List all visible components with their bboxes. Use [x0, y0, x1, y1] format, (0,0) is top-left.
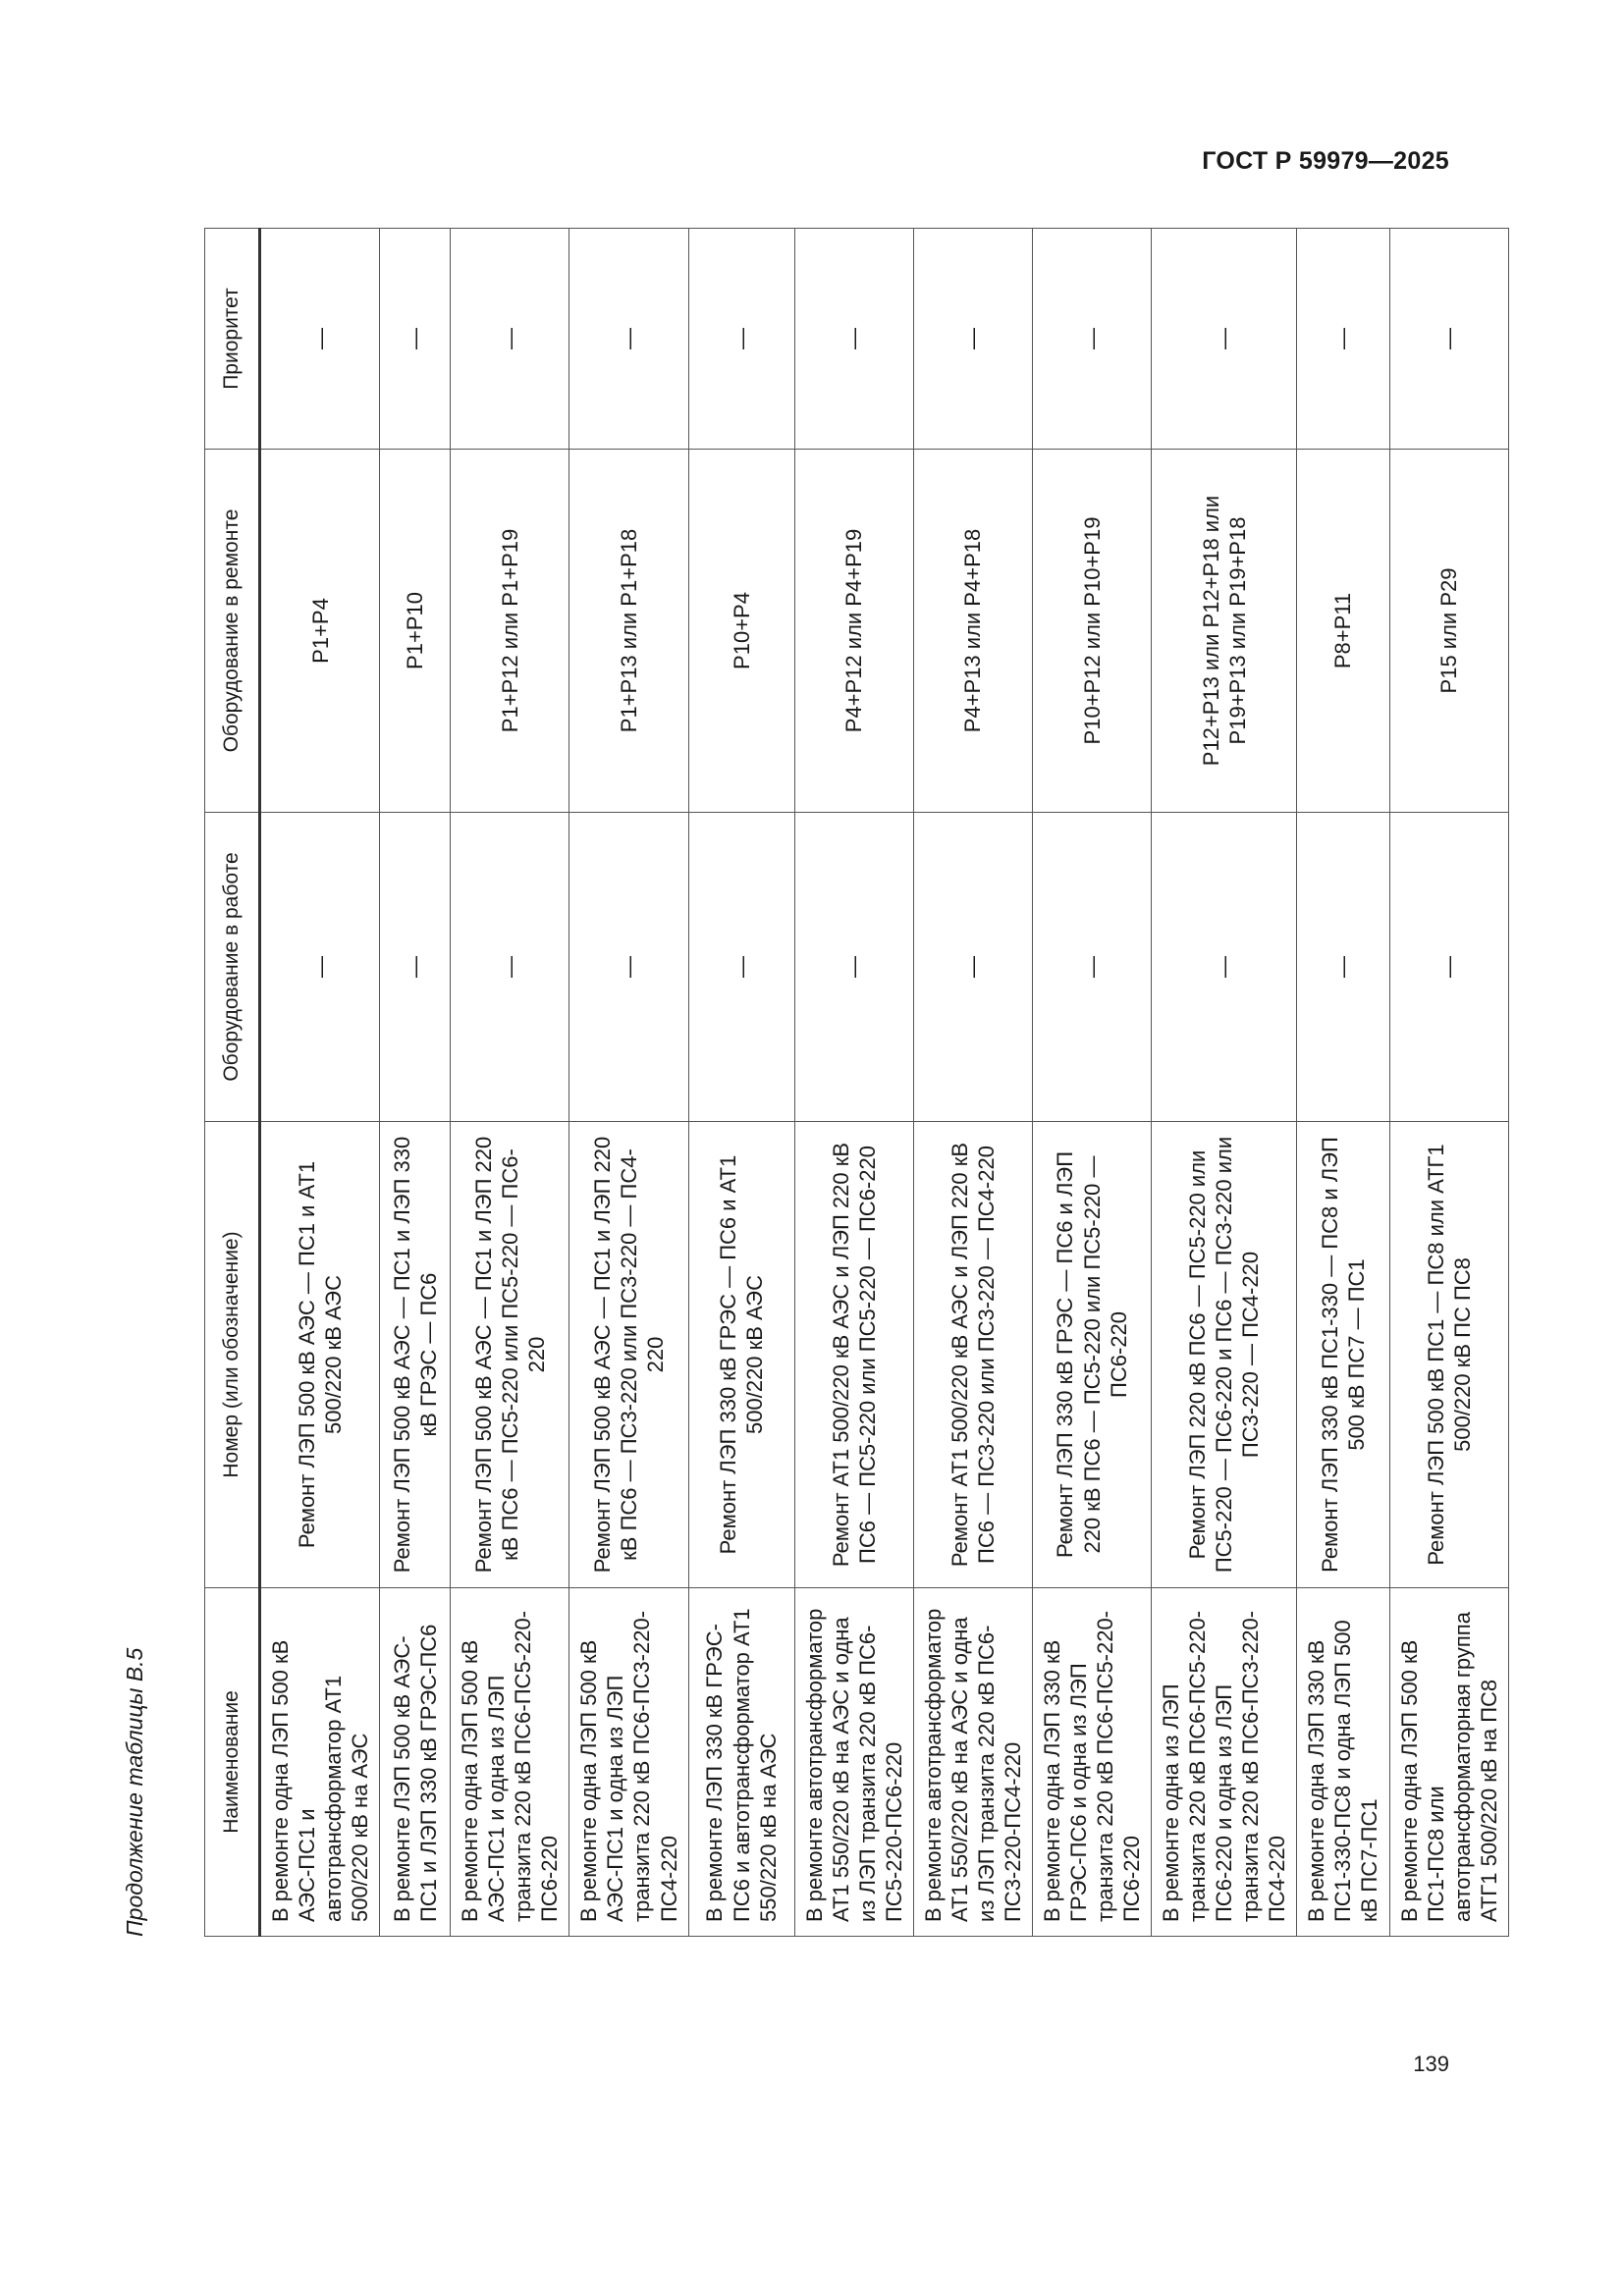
header-in-work: Оборудование в работе: [205, 813, 260, 1122]
cell-name: В ремонте одна ЛЭП 500 кВ АЭС-ПС1 и одна из ЛЭП транзита 220 кВ ПС6-ПС3-220-ПС4-220: [569, 1588, 688, 1937]
table-row: [569, 229, 688, 1937]
cell-name: В ремонте одна ЛЭП 500 кВ АЭС-ПС1 и одна из ЛЭП транзита 220 кВ ПС6-ПС5-220-ПС6-220: [451, 1588, 569, 1937]
cell-name: В ремонте одна ЛЭП 500 кВ АЭС-ПС1 и автотрансформатор АТ1 500/220 кВ на АЭС: [260, 1588, 380, 1937]
cell-name: В ремонте одна ЛЭП 330 кВ ПС1-330-ПС8 и одна ЛЭП 500 кВ ПС7-ПС1: [1297, 1588, 1389, 1937]
cell-in-work: —: [451, 813, 569, 1122]
cell-in-repair: Р1+Р10: [380, 450, 451, 813]
page-number: 139: [1413, 2052, 1449, 2076]
table-row: [794, 229, 913, 1937]
cell-number: Ремонт ЛЭП 500 кВ ПС1 — ПС8 или АТГ1 500/220 кВ ПС ПС8: [1389, 1122, 1508, 1588]
cell-in-work: —: [1297, 813, 1389, 1122]
table-header-row: [205, 229, 260, 1937]
cell-number: Ремонт ЛЭП 500 кВ АЭС — ПС1 и ЛЭП 220 кВ ПС6 — ПС3-220 или ПС3-220 — ПС4-220: [569, 1122, 688, 1588]
cell-number: Ремонт ЛЭП 220 кВ ПС6 — ПС5-220 или ПС5-220 — ПС6-220 и ПС6 — ПС3-220 или ПС3-220 — ПС4-220: [1152, 1122, 1297, 1588]
cell-priority: —: [1297, 229, 1389, 450]
cell-name: В ремонте одна ЛЭП 330 кВ ГРЭС-ПС6 и одна из ЛЭП транзита 220 кВ ПС6-ПС5-220-ПС6-220: [1032, 1588, 1151, 1937]
cell-in-work: —: [913, 813, 1032, 1122]
cell-in-work: —: [794, 813, 913, 1122]
cell-number: Ремонт ЛЭП 330 кВ ГРЭС — ПС6 и АТ1 500/220 кВ АЭС: [688, 1122, 794, 1588]
table-row: [1152, 229, 1297, 1937]
cell-in-work: —: [380, 813, 451, 1122]
cell-priority: —: [260, 229, 380, 450]
header-number: Номер (или обозначение): [205, 1122, 260, 1588]
table-row: [913, 229, 1032, 1937]
cell-in-work: —: [1152, 813, 1297, 1122]
cell-priority: —: [688, 229, 794, 450]
standard-code: ГОСТ Р 59979—2025: [1202, 147, 1449, 175]
table-row: [1297, 229, 1389, 1937]
cell-priority: —: [1032, 229, 1151, 450]
cell-name: В ремонте ЛЭП 500 кВ АЭС-ПС1 и ЛЭП 330 кВ ГРЭС-ПС6: [380, 1588, 451, 1937]
table-row: [260, 229, 380, 1937]
cell-in-work: —: [260, 813, 380, 1122]
cell-priority: —: [380, 229, 451, 450]
cell-in-repair: Р15 или Р29: [1389, 450, 1508, 813]
cell-in-repair: Р8+Р11: [1297, 450, 1389, 813]
cell-in-repair: Р10+Р4: [688, 450, 794, 813]
cell-name: В ремонте автотрансформатор АТ1 550/220 кВ на АЭС и одна из ЛЭП транзита 220 кВ ПС6-ПС3-220-ПС4-220: [913, 1588, 1032, 1937]
cell-in-repair: Р1+Р12 или Р1+Р19: [451, 450, 569, 813]
cell-priority: —: [794, 229, 913, 450]
table-row: [1032, 229, 1151, 1937]
table-caption: Продолжение таблицы В.5: [122, 1647, 147, 1937]
cell-priority: —: [1389, 229, 1508, 450]
cell-in-repair: Р4+Р13 или Р4+Р18: [913, 450, 1032, 813]
cell-priority: —: [1152, 229, 1297, 450]
table-row: [380, 229, 451, 1937]
header-in-repair: Оборудование в ремонте: [205, 450, 260, 813]
cell-priority: —: [451, 229, 569, 450]
cell-in-repair: Р10+Р12 или Р10+Р19: [1032, 450, 1151, 813]
cell-number: Ремонт ЛЭП 330 кВ ГРЭС — ПС6 и ЛЭП 220 кВ ПС6 — ПС5-220 или ПС5-220 — ПС6-220: [1032, 1122, 1151, 1588]
cell-priority: —: [569, 229, 688, 450]
cell-name: В ремонте автотрансформатор АТ1 550/220 кВ на АЭС и одна из ЛЭП транзита 220 кВ ПС6-ПС5-220-ПС6-220: [794, 1588, 913, 1937]
table-row: [451, 229, 569, 1937]
cell-in-work: —: [1389, 813, 1508, 1122]
cell-priority: —: [913, 229, 1032, 450]
header-priority: Приоритет: [205, 229, 260, 450]
table-row: [1389, 229, 1508, 1937]
cell-number: Ремонт АТ1 500/220 кВ АЭС и ЛЭП 220 кВ ПС6 — ПС5-220 или ПС5-220 — ПС6-220: [794, 1122, 913, 1588]
cell-number: Ремонт ЛЭП 500 кВ АЭС — ПС1 и ЛЭП 220 кВ ПС6 — ПС5-220 или ПС5-220 — ПС6-220: [451, 1122, 569, 1588]
cell-in-work: —: [1032, 813, 1151, 1122]
cell-number: Ремонт ЛЭП 330 кВ ПС1-330 — ПС8 и ЛЭП 500 кВ ПС7 — ПС1: [1297, 1122, 1389, 1588]
cell-name: В ремонте одна ЛЭП 500 кВ ПС1-ПС8 или автотрансформаторная группа АТГ1 500/220 кВ на ПС8: [1389, 1588, 1508, 1937]
equipment-repair-table: [204, 228, 1509, 1937]
cell-in-repair: Р12+Р13 или Р12+Р18 или Р19+Р13 или Р19+Р18: [1152, 450, 1297, 813]
cell-name: В ремонте одна из ЛЭП транзита 220 кВ ПС6-ПС5-220-ПС6-220 и одна из ЛЭП транзита 220 кВ ПС6-ПС3-220-ПС4-220: [1152, 1588, 1297, 1937]
cell-name: В ремонте ЛЭП 330 кВ ГРЭС-ПС6 и автотрансформатор АТ1 550/220 кВ на АЭС: [688, 1588, 794, 1937]
cell-in-work: —: [688, 813, 794, 1122]
cell-in-repair: Р1+Р13 или Р1+Р18: [569, 450, 688, 813]
cell-in-repair: Р4+Р12 или Р4+Р19: [794, 450, 913, 813]
cell-in-repair: Р1+Р4: [260, 450, 380, 813]
table-row: [688, 229, 794, 1937]
header-name: Наименование: [205, 1588, 260, 1937]
cell-number: Ремонт АТ1 500/220 кВ АЭС и ЛЭП 220 кВ ПС6 — ПС3-220 или ПС3-220 — ПС4-220: [913, 1122, 1032, 1588]
cell-number: Ремонт ЛЭП 500 кВ АЭС — ПС1 и ЛЭП 330 кВ ГРЭС — ПС6: [380, 1122, 451, 1588]
cell-number: Ремонт ЛЭП 500 кВ АЭС — ПС1 и АТ1 500/220 кВ АЭС: [260, 1122, 380, 1588]
rotated-table-block: [108, 229, 1501, 1937]
cell-in-work: —: [569, 813, 688, 1122]
